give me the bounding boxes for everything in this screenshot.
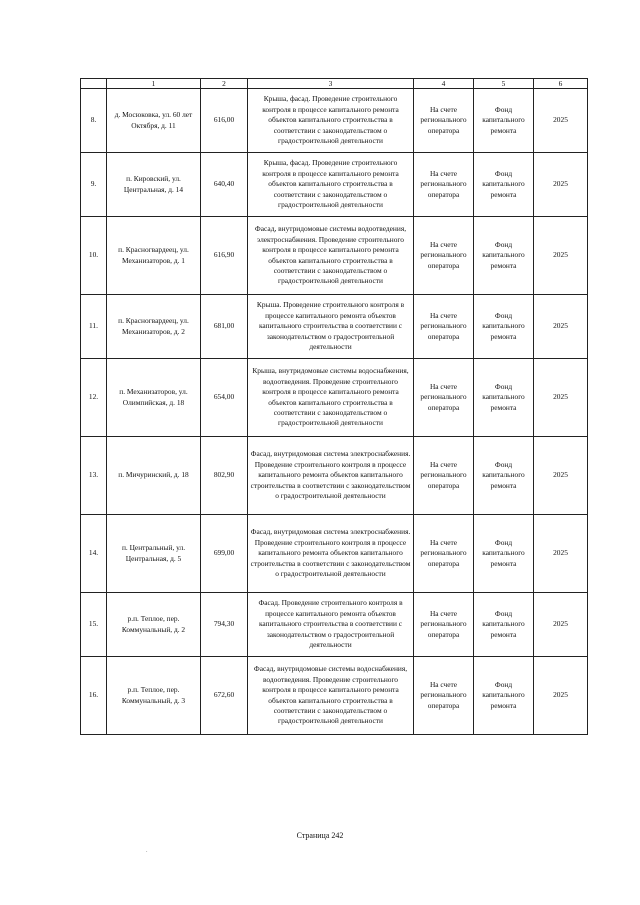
row-number-cell: 11. xyxy=(81,295,107,359)
address-cell: д. Мосюковка, ул. 60 лет Октября, д. 11 xyxy=(107,89,201,153)
works-description-cell: Крыша, фасад. Проведение строительного контроля в процессе капитального ремонта объектов капитального строительства в соответствии с законодательством о градостроительной деятельности xyxy=(248,89,414,153)
header-cell-blank xyxy=(81,79,107,89)
address-cell: п. Красногвардеец, ул. Механизаторов, д. 2 xyxy=(107,295,201,359)
address-cell: р.п. Теплое, пер. Коммунальный, д. 2 xyxy=(107,593,201,657)
works-description-cell: Фасад. Проведение строительного контроля в процессе капитального ремонта объектов капитального строительства в соответствии с законодательством о градостроительной деятельности xyxy=(248,593,414,657)
row-number-cell: 9. xyxy=(81,153,107,217)
header-cell-1: 1 xyxy=(107,79,201,89)
year-cell: 2025 xyxy=(534,359,588,437)
funding-source-cell: Фонд капитального ремонта xyxy=(474,295,534,359)
year-cell: 2025 xyxy=(534,295,588,359)
funding-source-cell: Фонд капитального ремонта xyxy=(474,437,534,515)
row-number-cell: 12. xyxy=(81,359,107,437)
funding-source-cell: Фонд капитального ремонта xyxy=(474,593,534,657)
year-cell: 2025 xyxy=(534,89,588,153)
works-description-cell: Крыша, фасад. Проведение строительного контроля в процессе капитального ремонта объектов капитального строительства в соответствии с законодательством о градостроительной деятельности xyxy=(248,153,414,217)
funding-method-cell: На счете регионального оператора xyxy=(414,593,474,657)
table-row xyxy=(81,593,588,657)
header-cell-3: 3 xyxy=(248,79,414,89)
works-description-cell: Фасад, внутридомовая система электроснабжения. Проведение строительного контроля в процессе капитального ремонта объектов капитального строительства в соответствии с законодательством о градостроительной деятельности xyxy=(248,437,414,515)
funding-source-cell: Фонд капитального ремонта xyxy=(474,657,534,735)
year-cell: 2025 xyxy=(534,437,588,515)
works-description-cell: Фасад, внутридомовые системы водоснабжения, водоотведения. Проведение строительного контроля в процессе капитального ремонта объектов капитального строительства в соответствии с законодательством о градостроительной деятельности xyxy=(248,657,414,735)
year-cell: 2025 xyxy=(534,515,588,593)
header-cell-2: 2 xyxy=(201,79,248,89)
address-cell: п. Кировский, ул. Центральная, д. 14 xyxy=(107,153,201,217)
address-cell: п. Мичуринский, д. 18 xyxy=(107,437,201,515)
document-sheet xyxy=(80,78,587,735)
works-description-cell: Крыша. Проведение строительного контроля в процессе капитального ремонта объектов капитального строительства в соответствии с законодательством о градостроительной деятельности xyxy=(248,295,414,359)
area-cell: 699,00 xyxy=(201,515,248,593)
area-cell: 802,90 xyxy=(201,437,248,515)
funding-method-cell: На счете регионального оператора xyxy=(414,295,474,359)
row-number-cell: 14. xyxy=(81,515,107,593)
table-row xyxy=(81,295,588,359)
header-cell-5: 5 xyxy=(474,79,534,89)
funding-method-cell: На счете регионального оператора xyxy=(414,89,474,153)
funding-method-cell: На счете регионального оператора xyxy=(414,437,474,515)
address-cell: п. Механизаторов, ул. Олимпийская, д. 18 xyxy=(107,359,201,437)
works-description-cell: Крыша, внутридомовые системы водоснабжения, водоотведения. Проведение строительного контроля в процессе капитального ремонта объектов капитального строительства в соответствии с законодательством о градостроительной деятельности xyxy=(248,359,414,437)
area-cell: 616,90 xyxy=(201,217,248,295)
table-header-row xyxy=(81,79,588,89)
table-body xyxy=(81,79,588,735)
funding-source-cell: Фонд капитального ремонта xyxy=(474,359,534,437)
year-cell: 2025 xyxy=(534,593,588,657)
row-number-cell: 8. xyxy=(81,89,107,153)
table-row xyxy=(81,515,588,593)
area-cell: 794,30 xyxy=(201,593,248,657)
address-cell: п. Красногвардеец, ул. Механизаторов, д. 1 xyxy=(107,217,201,295)
row-number-cell: 13. xyxy=(81,437,107,515)
header-cell-4: 4 xyxy=(414,79,474,89)
area-cell: 640,40 xyxy=(201,153,248,217)
area-cell: 616,00 xyxy=(201,89,248,153)
page-number: Страница 242 xyxy=(296,831,344,840)
funding-source-cell: Фонд капитального ремонта xyxy=(474,515,534,593)
funding-method-cell: На счете регионального оператора xyxy=(414,153,474,217)
funding-method-cell: На счете регионального оператора xyxy=(414,217,474,295)
row-number-cell: 15. xyxy=(81,593,107,657)
area-cell: 654,00 xyxy=(201,359,248,437)
funding-source-cell: Фонд капитального ремонта xyxy=(474,217,534,295)
year-cell: 2025 xyxy=(534,657,588,735)
address-cell: р.п. Теплое, пер. Коммунальный, д. 3 xyxy=(107,657,201,735)
funding-method-cell: На счете регионального оператора xyxy=(414,657,474,735)
table-row xyxy=(81,359,588,437)
table-row xyxy=(81,657,588,735)
area-cell: 672,60 xyxy=(201,657,248,735)
table-row xyxy=(81,153,588,217)
row-number-cell: 16. xyxy=(81,657,107,735)
row-number-cell: 10. xyxy=(81,217,107,295)
table-row xyxy=(81,89,588,153)
funding-source-cell: Фонд капитального ремонта xyxy=(474,89,534,153)
funding-method-cell: На счете регионального оператора xyxy=(414,359,474,437)
scan-mark: . xyxy=(146,848,148,854)
table-row xyxy=(81,437,588,515)
table-row xyxy=(81,217,588,295)
works-description-cell: Фасад, внутридомовые системы водоотведения, электроснабжения. Проведение строительного контроля в процессе капитального ремонта объектов капитального строительства в соответствии с законодательством о градостроительной деятельности xyxy=(248,217,414,295)
funding-source-cell: Фонд капитального ремонта xyxy=(474,153,534,217)
area-cell: 681,00 xyxy=(201,295,248,359)
year-cell: 2025 xyxy=(534,153,588,217)
capital-repair-table xyxy=(80,78,588,735)
address-cell: п. Центральный, ул. Центральная, д. 5 xyxy=(107,515,201,593)
funding-method-cell: На счете регионального оператора xyxy=(414,515,474,593)
works-description-cell: Фасад, внутридомовая система электроснабжения. Проведение строительного контроля в процессе капитального ремонта объектов капитального строительства в соответствии с законодательством о градостроительной деятельности xyxy=(248,515,414,593)
header-cell-6: 6 xyxy=(534,79,588,89)
year-cell: 2025 xyxy=(534,217,588,295)
